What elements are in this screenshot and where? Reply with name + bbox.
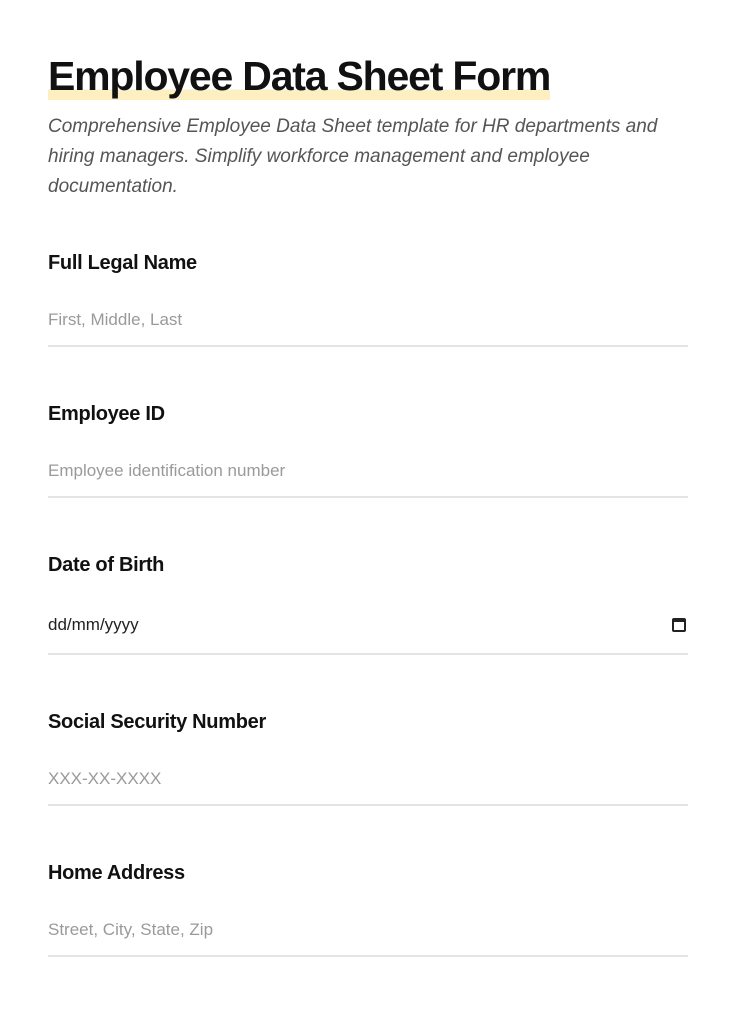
field-label: Date of Birth <box>48 554 165 576</box>
field-full-name <box>48 252 688 347</box>
field-label: Employee ID <box>48 403 165 425</box>
field-label: Full Legal Name <box>48 252 197 274</box>
field-employee-id <box>48 403 688 498</box>
field-label: Social Security Number <box>48 711 266 733</box>
home-address-input[interactable] <box>48 905 688 957</box>
page-title: Employee Data Sheet Form <box>48 53 551 99</box>
field-date-of-birth <box>48 554 688 655</box>
placeholder: dd/mm/yyyy <box>48 615 139 634</box>
field-home-address <box>48 862 688 957</box>
form-description: Comprehensive Employee Data Sheet template for HR departments and hiring managers. Simplify workforce management and employee documentation. <box>48 116 658 197</box>
placeholder: Street, City, State, Zip <box>48 920 214 939</box>
full-name-input[interactable] <box>48 295 688 347</box>
placeholder: XXX-XX-XXXX <box>48 769 162 788</box>
ssn-input[interactable] <box>48 754 688 806</box>
employee-id-input[interactable] <box>48 446 688 498</box>
placeholder: First, Middle, Last <box>48 310 183 329</box>
placeholder: Employee identification number <box>48 461 286 480</box>
field-ssn <box>48 711 688 806</box>
calendar-icon[interactable] <box>672 618 686 632</box>
date-of-birth-input[interactable] <box>48 597 688 655</box>
field-label: Home Address <box>48 862 185 884</box>
